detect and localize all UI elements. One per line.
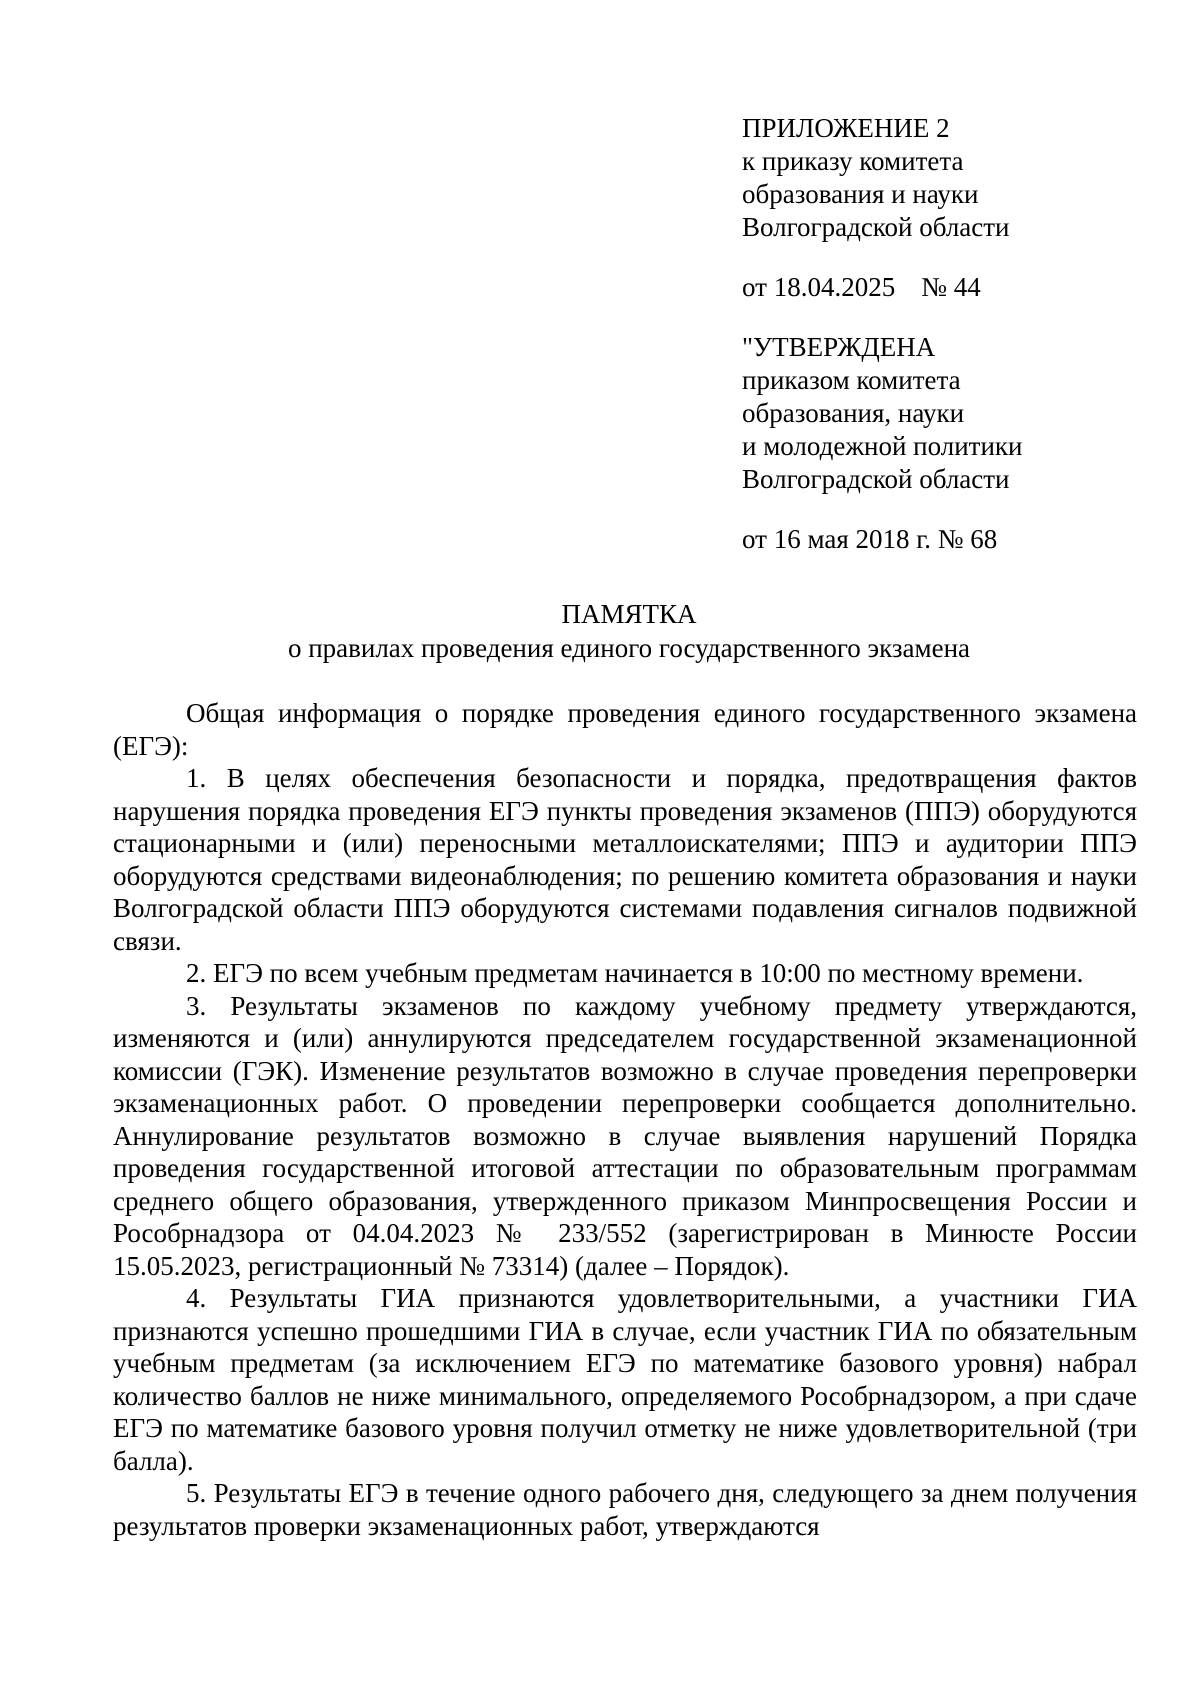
approved-line: приказом комитета bbox=[742, 365, 961, 395]
paragraph-item-5: 5. Результаты ЕГЭ в течение одного рабочего дня, следующего за днем получения результатов проверки экзаменационных работ, утверждаются bbox=[113, 1478, 1137, 1541]
order-date: от 18.04.2025 bbox=[742, 272, 896, 302]
appendix-label: ПРИЛОЖЕНИЕ 2 bbox=[742, 113, 950, 143]
spacer bbox=[742, 496, 1162, 523]
appendix-line: образования и науки bbox=[742, 179, 979, 209]
paragraph-item-1: 1. В целях обеспечения безопасности и порядка, предотвращения фактов нарушения порядка проведения ЕГЭ пункты проведения экзаменов (ППЭ) оборудуются стационарными и (или) переносными металлоискателями; ППЭ и аудитории ППЭ оборудуются средствами видеонаблюдения; по решению комитета образования и науки Волгоградской области ППЭ оборудуются системами подавления сигналов подвижной связи. bbox=[113, 763, 1137, 956]
approval-block bbox=[742, 112, 1162, 556]
appendix-line: к приказу комитета bbox=[742, 146, 964, 176]
spacer bbox=[742, 304, 1162, 331]
document-heading: ПАМЯТКА bbox=[561, 599, 697, 629]
paragraph-item-2: 2. ЕГЭ по всем учебным предметам начинается в 10:00 по местному времени. bbox=[186, 958, 1084, 988]
approved-line: и молодежной политики bbox=[742, 431, 1023, 461]
spacer bbox=[742, 244, 1162, 271]
appendix-line: Волгоградской области bbox=[742, 212, 1010, 242]
document-title-block bbox=[0, 598, 1200, 665]
approved-date: от 16 мая 2018 г. № 68 bbox=[742, 524, 998, 554]
order-number: № 44 bbox=[921, 272, 981, 302]
paragraph-item-3: 3. Результаты экзаменов по каждому учебному предмету утверждаются, изменяются и (или) аннулируются председателем государственной экзаменационной комиссии (ГЭК). Изменение результатов возможно в случае проведения перепроверки экзаменационных работ. О проведении перепроверки сообщается дополнительно. Аннулирование результатов возможно в случае выявления нарушений Порядка проведения государственной итоговой аттестации по образовательным программам среднего общего образования, утвержденного приказом Минпросвещения России и Рособрнадзора от 04.04.2023 № 233/552 (зарегистрирован в Минюсте России 15.05.2023, регистрационный № 73314) (далее – Порядок). bbox=[113, 990, 1137, 1281]
document-subheading: о правилах проведения единого государственного экзамена bbox=[287, 633, 971, 663]
approved-line: образования, науки bbox=[742, 398, 965, 428]
document-body bbox=[113, 697, 1137, 1542]
approved-label: "УТВЕРЖДЕНА bbox=[742, 332, 936, 362]
paragraph-intro: Общая информация о порядке проведения единого государственного экзамена (ЕГЭ): bbox=[113, 698, 1137, 761]
order-date-line bbox=[742, 271, 1162, 304]
paragraph-item-4: 4. Результаты ГИА признаются удовлетворительными, а участники ГИА признаются успешно прошедшими ГИА в случае, если участник ГИА по обязательным учебным предметам (за исключением ЕГЭ по математике базового уровня) набрал количество баллов не ниже минимального, определяемого Рособрнадзором, а при сдаче ЕГЭ по математике базового уровня получил отметку не ниже удовлетворительной (три балла). bbox=[113, 1283, 1137, 1476]
approved-line: Волгоградской области bbox=[742, 464, 1010, 494]
